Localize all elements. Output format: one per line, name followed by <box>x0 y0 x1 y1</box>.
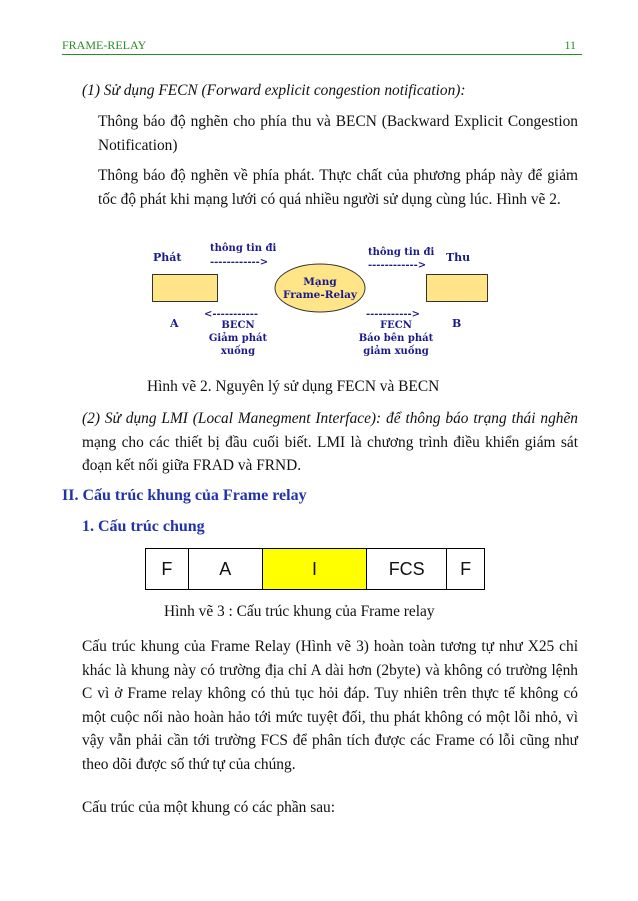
fecn-becn-diagram <box>146 238 492 368</box>
lmi-italic-lead: (2) Sử dụng LMI (Local Manegment Interface): để thông báo trạng thái nghẽn <box>82 410 578 427</box>
fecn-label: FECN <box>380 320 412 331</box>
cloud-label-line1: Mạng <box>303 276 337 288</box>
frame-structure-diagram <box>145 548 485 590</box>
becn-paragraph: Thông báo độ nghẽn về phía phát. Thực chất của phương pháp này để giảm tốc độ phát khi mạng lưới có quá nhiều người sử dụng cùng lúc. Hình vẽ 2. <box>98 167 578 208</box>
network-cloud <box>274 262 366 314</box>
node-b-label: B <box>452 317 462 330</box>
arrow-forward-right: ------------> <box>368 260 427 271</box>
sender-label: Phát <box>153 251 182 264</box>
becn-label: BECN <box>221 320 255 331</box>
sender-box-a <box>152 274 218 302</box>
figure-2-caption: Hình vẽ 2. Nguyên lý sử dụng FECN và BECN <box>147 378 440 395</box>
info-label-left: thông tin đi <box>210 243 277 254</box>
frame-field-fcs: FCS <box>367 549 447 589</box>
arrow-backward: <----------- <box>204 309 259 320</box>
header-title: FRAME-RELAY <box>62 38 147 52</box>
lmi-paragraph <box>82 407 578 478</box>
cloud-label-line2: Frame-Relay <box>282 289 358 301</box>
node-a-label: A <box>170 317 179 330</box>
page-number: 11 <box>564 38 576 52</box>
frame-parts-intro: Cấu trúc của một khung có các phần sau: <box>82 799 336 816</box>
fecn-heading: (1) Sử dụng FECN (Forward explicit congestion notification): <box>82 82 466 99</box>
frame-field-information: I <box>263 549 367 589</box>
figure-3-caption: Hình vẽ 3 : Cấu trúc khung của Frame relay <box>164 603 435 620</box>
fecn-desc-2: giảm xuống <box>363 346 429 357</box>
becn-desc-1: Giảm phát <box>208 333 268 344</box>
lmi-text: mạng cho các thiết bị đầu cuối biết. LMI là chương trình điều khiển giám sát đoạn kết nối giữa FRAD và FRND. <box>82 433 578 474</box>
fecn-desc-1: Báo bên phát <box>358 333 434 344</box>
fecn-paragraph: Thông báo độ nghẽn cho phía thu và BECN (Backward Explicit Congestion Notification) <box>98 113 578 154</box>
frame-field-flag-end: F <box>460 558 472 579</box>
info-label-right: thông tin đi <box>368 247 435 258</box>
receiver-label: Thu <box>446 251 471 264</box>
subsection-heading: 1. Cấu trúc chung <box>82 518 205 535</box>
frame-description-paragraph: Cấu trúc khung của Frame Relay (Hình vẽ 3) hoàn toàn tương tự như X25 chỉ khác là khung này có trường địa chỉ A dài hơn (2byte) và không có trường lệnh C vì ở Frame relay không có thủ tục hỏi đáp. Tuy nhiên trên thực tế không có một cuộc nối nào hoàn hảo tới mức tuyệt đối, thu phát không có một lỗi nhỏ, vì vậy vẫn phải cần tới trường FCS để phân tích được các Frame có lỗi cũng như theo dõi được số thứ tự của chúng. <box>82 638 578 773</box>
becn-desc-2: xuống <box>220 346 256 357</box>
section-heading: II. Cấu trúc khung của Frame relay <box>62 487 307 504</box>
arrow-forward-bottom: -----------> <box>366 309 421 320</box>
receiver-box-b <box>426 274 488 302</box>
page-header <box>62 38 582 55</box>
frame-field-flag-start: F <box>146 549 189 589</box>
arrow-forward-left: ------------> <box>210 257 269 268</box>
frame-field-address: A <box>189 549 263 589</box>
